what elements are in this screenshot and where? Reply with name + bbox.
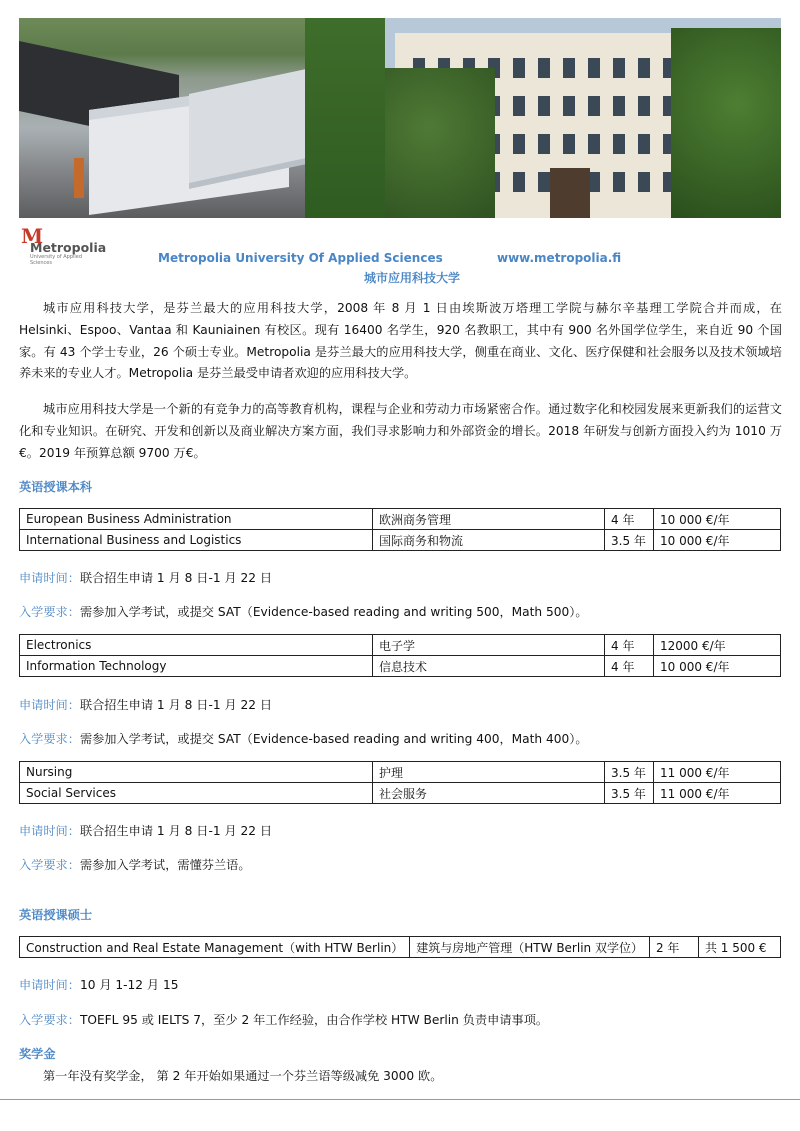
program-duration: 3.5 年 (605, 762, 654, 783)
requirement-value: TOEFL 95 或 IELTS 7，至少 2 年工作经验，由合作学校 HTW Berlin 负责申请事项。 (79, 1013, 549, 1027)
table-row (20, 783, 781, 804)
admission-requirement (19, 1011, 548, 1028)
logo-subtitle: University of Applied Sciences (30, 254, 83, 266)
program-name-en: Information Technology (20, 656, 373, 677)
admission-requirement (19, 856, 251, 873)
admission-requirement (19, 730, 588, 747)
logo-mark: M (21, 224, 44, 248)
bachelor-section-title: 英语授课本科 (19, 480, 93, 494)
requirement-label: 入学要求： (19, 1013, 80, 1027)
program-table (19, 936, 781, 958)
hero-banner (19, 18, 781, 218)
table-row (20, 656, 781, 677)
program-fee: 10 000 €/年 (654, 509, 781, 530)
program-name-cn: 护理 (373, 762, 605, 783)
requirement-value: 需参加入学考试，或提交 SAT（Evidence-based reading and writing 400，Math 400）。 (79, 732, 588, 746)
requirement-label: 入学要求： (19, 605, 80, 619)
application-label: 申请时间： (19, 978, 80, 992)
scholarship-text: 第一年没有奖学金， 第 2 年开始如果通过一个芬兰语等级减免 3000 欧。 (43, 1069, 443, 1083)
application-value: 联合招生申请 1 月 8 日-1 月 22 日 (79, 824, 273, 838)
admission-requirement (19, 603, 588, 620)
program-name-cn: 信息技术 (373, 656, 605, 677)
table-row (20, 937, 781, 958)
program-table (19, 634, 781, 677)
university-name-en: Metropolia University Of Applied Sciences (158, 251, 443, 265)
table-row (20, 509, 781, 530)
footer-divider (0, 1099, 800, 1100)
intro-paragraph-1: 城市应用科技大学，是芬兰最大的应用科技大学，2008 年 8 月 1 日由埃斯波万塔理工学院与赫尔辛基理工学院合并而成，在 Helsinki、Espoo、Vantaa 和 Kauniainen 有校区。现有 16400 名学生，920 名教职工，其中有 900 名外国学位学生，来自近 90 个国家。有 43 个学士专业，26 个硕士专业。Metropolia 是芬兰最大的应用科技大学，侧重在商业、文化、医疗保健和社会服务以及技术领域培养未来的专业人才。Metropolia 是芬兰最受申请者欢迎的应用科技大学。 (19, 301, 782, 381)
intro-paragraph-2: 城市应用科技大学是一个新的有竞争力的高等教育机构，课程与企业和劳动力市场紧密合作。通过数字化和校园发展来更新我们的运营文化和专业知识。在研究、开发和创新以及商业解决方案方面，我们寻求影响力和外部资金的增长。2018 年研发与创新方面投入约为 1010 万€。2019 年预算总额 9700 万€。 (19, 402, 782, 460)
program-name-cn: 建筑与房地产管理（HTW Berlin 双学位） (410, 937, 650, 958)
application-period (19, 822, 272, 839)
program-name-cn: 欧洲商务管理 (373, 509, 605, 530)
program-name-en: International Business and Logistics (20, 530, 373, 551)
requirement-label: 入学要求： (19, 858, 80, 872)
website-link[interactable]: www.metropolia.fi (497, 251, 622, 265)
application-value: 10 月 1-12 月 15 (79, 978, 179, 992)
program-duration: 4 年 (605, 635, 654, 656)
requirement-value: 需参加入学考试，需懂芬兰语。 (79, 858, 251, 872)
program-name-en: Construction and Real Estate Management（with HTW Berlin） (20, 937, 410, 958)
application-label: 申请时间： (19, 571, 80, 585)
program-name-en: Nursing (20, 762, 373, 783)
campus-photo-historic (385, 18, 781, 218)
program-table (19, 508, 781, 551)
program-name-en: Electronics (20, 635, 373, 656)
program-fee: 12000 €/年 (654, 635, 781, 656)
application-label: 申请时间： (19, 698, 80, 712)
application-period (19, 569, 272, 586)
application-value: 联合招生申请 1 月 8 日-1 月 22 日 (79, 571, 273, 585)
campus-photo-modern (19, 18, 385, 218)
program-duration: 2 年 (649, 937, 698, 958)
application-label: 申请时间： (19, 824, 80, 838)
program-fee: 11 000 €/年 (654, 762, 781, 783)
metropolia-logo (21, 224, 107, 266)
program-name-cn: 电子学 (373, 635, 605, 656)
scholarship-title: 奖学金 (19, 1047, 56, 1061)
program-table (19, 761, 781, 804)
table-row (20, 762, 781, 783)
program-duration: 3.5 年 (605, 530, 654, 551)
program-duration: 4 年 (605, 656, 654, 677)
university-name-cn: 城市应用科技大学 (364, 271, 461, 285)
program-duration: 4 年 (605, 509, 654, 530)
program-fee: 共 1 500 € (698, 937, 780, 958)
program-duration: 3.5 年 (605, 783, 654, 804)
table-row (20, 635, 781, 656)
table-row (20, 530, 781, 551)
master-section-title: 英语授课硕士 (19, 908, 93, 922)
requirement-value: 需参加入学考试，或提交 SAT（Evidence-based reading and writing 500，Math 500）。 (79, 605, 588, 619)
application-period (19, 696, 272, 713)
application-period (19, 976, 179, 993)
requirement-label: 入学要求： (19, 732, 80, 746)
program-name-en: European Business Administration (20, 509, 373, 530)
program-fee: 10 000 €/年 (654, 530, 781, 551)
program-fee: 11 000 €/年 (654, 783, 781, 804)
program-name-en: Social Services (20, 783, 373, 804)
application-value: 联合招生申请 1 月 8 日-1 月 22 日 (79, 698, 273, 712)
logo-name: Metropolia (30, 240, 107, 255)
program-name-cn: 国际商务和物流 (373, 530, 605, 551)
program-fee: 10 000 €/年 (654, 656, 781, 677)
program-name-cn: 社会服务 (373, 783, 605, 804)
